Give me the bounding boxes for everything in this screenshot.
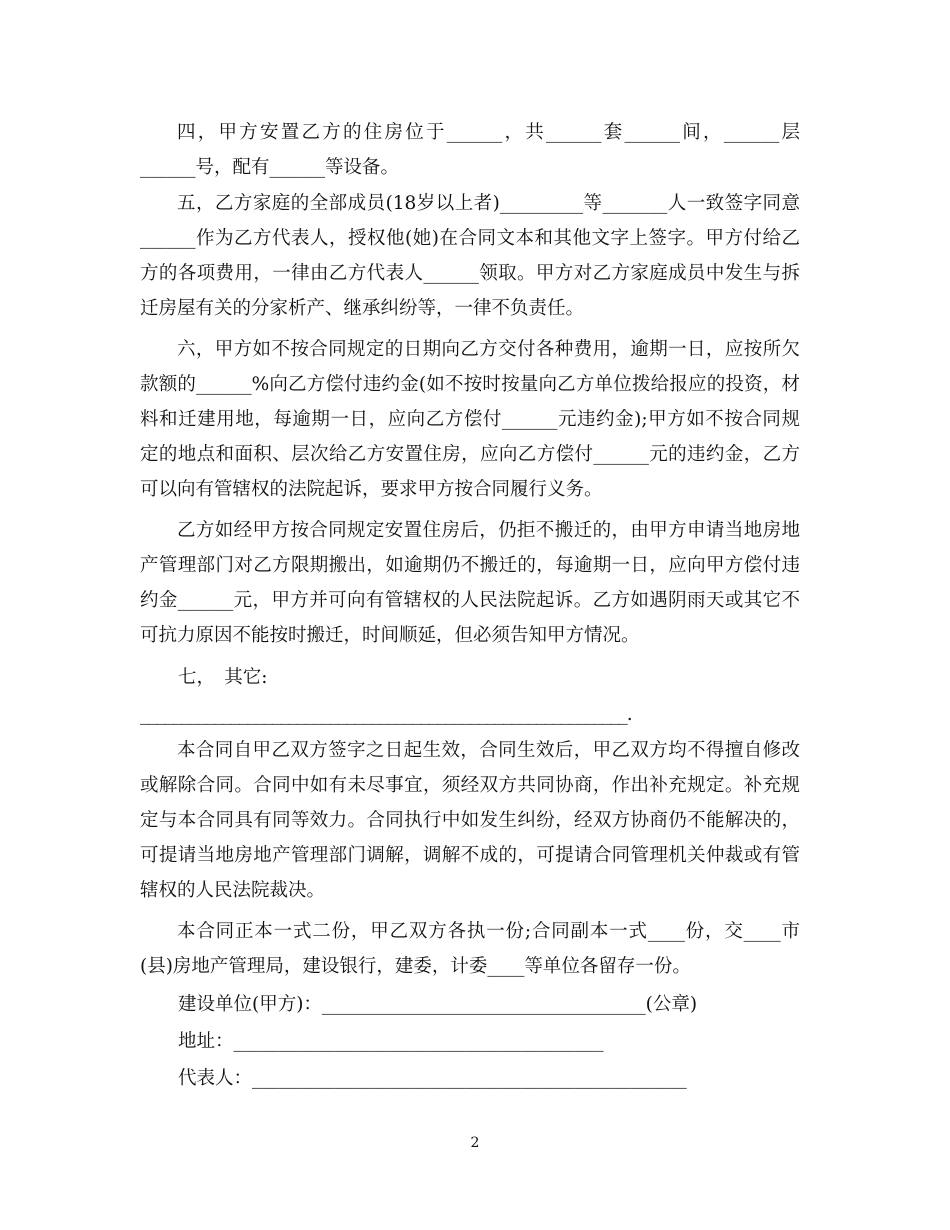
signature-representative-line: 代表人：_______________________________________________ [178, 1068, 687, 1089]
relocation-paragraph: 乙方如经甲方按合同规定安置住房后，仍拒不搬迁的，由甲方申请当地房地产管理部门对乙方限期搬出，如逾期仍不搬迁的，每逾期一日，应向甲方偿付违约金______元，甲方并可向有管辖权的人民法院起诉。乙方如遇阴雨天或其它不可抗力原因不能按时搬迁，时间顺延，但必须告知甲方情况。 [140, 520, 800, 646]
clause-7-heading: 七， 其它: [178, 667, 268, 688]
copies-paragraph: 本合同正本一式二份，甲乙双方各执一份;合同副本一式____份，交____市(县)房地产管理局，建设银行，建委，计委____等单位各留存一份。 [140, 921, 800, 977]
clause-6-paragraph: 六，甲方如不按合同规定的日期向乙方交付各种费用，逾期一日，应按所欠款额的______%向乙方偿付违约金(如不按时按量向乙方单位拨给报应的投资，材料和迁建用地，每逾期一日，应向乙方偿付______元违约金);甲方如不按合同规定的地点和面积、层次给乙方安置住房，应向乙方偿付______元的违约金，乙方可以向有管辖权的法院起诉，要求甲方按合同履行义务。 [140, 339, 800, 500]
other-terms-blank-line: ___________________________________________________________. [140, 704, 632, 725]
clause-4-paragraph: 四，甲方安置乙方的住房位于______，共______套______间，______层______号，配有______等设备。 [140, 122, 800, 178]
effectiveness-paragraph: 本合同自甲乙双方签字之日起生效，合同生效后，甲乙双方均不得擅自修改或解除合同。合同中如有未尽事宜，须经双方共同协商，作出补充规定。补充规定与本合同具有同等效力。合同执行中如发生纠纷，经双方协商仍不能解决的，可提请当地房地产管理部门调解，调解不成的，可提请合同管理机关仲裁或有管辖权的人民法院裁决。 [140, 740, 800, 901]
signature-address-line: 地址：________________________________________ [178, 1031, 604, 1052]
page-number: 2 [470, 1135, 480, 1151]
clause-5-paragraph: 五，乙方家庭的全部成员(18岁以上者)_________等_______人一致签字同意______作为乙方代表人，授权他(她)在合同文本和其他文字上签字。甲方付给乙方的各项费用，一律由乙方代表人______领取。甲方对乙方家庭成员中发生与拆迁房屋有关的分家析产、继承纠纷等，一律不负责任。 [140, 193, 800, 319]
signature-unit-line: 建设单位(甲方)：___________________________________(公章) [178, 994, 698, 1015]
